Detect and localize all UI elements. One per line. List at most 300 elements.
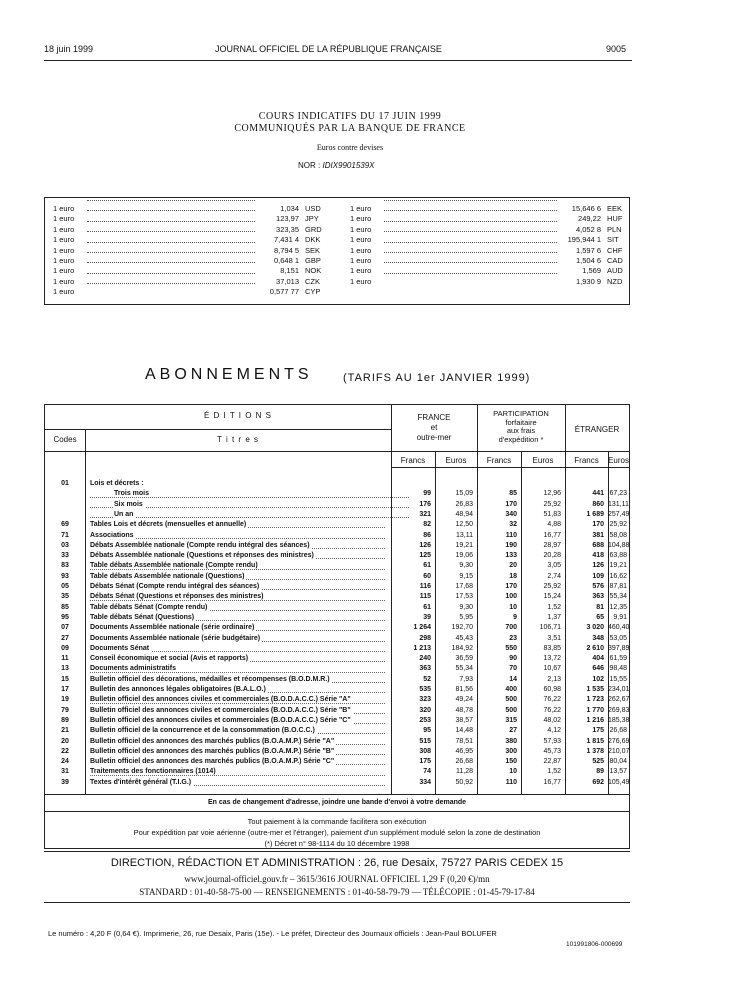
row-value: 125 xyxy=(419,552,431,560)
row-title: Bulletin officiel des annonces des marchés publics (B.O.A.M.P.) Série "A" xyxy=(90,737,335,745)
rate-value: 1,504 6 xyxy=(575,255,601,265)
table-row xyxy=(45,623,631,633)
row-value: 2,13 xyxy=(547,675,561,683)
row-value: 15,24 xyxy=(543,593,561,601)
rate-value: 8,151 xyxy=(280,266,299,276)
row-title: Lois et décrets : xyxy=(90,480,144,487)
row-value: 39 xyxy=(423,613,431,621)
row-value: 9 xyxy=(513,613,517,621)
row-value: 100 xyxy=(505,593,517,601)
row-value: 269,83 xyxy=(608,706,630,714)
rate-value: 1,597 6 xyxy=(575,245,601,255)
rate-label: 1 euro xyxy=(53,255,75,265)
row-title: Textes d'intérêt général (T.I.G.) xyxy=(90,778,192,786)
row-value: 26,68 xyxy=(455,758,473,766)
rate-value: 0,577 77 xyxy=(269,287,299,297)
row-value: 38,57 xyxy=(455,716,473,724)
row-value: 109 xyxy=(592,572,604,580)
row-value: 83,85 xyxy=(543,644,561,652)
table-row xyxy=(45,561,631,571)
rate-row xyxy=(350,225,625,235)
row-value: 27 xyxy=(509,727,517,735)
row-value: 23 xyxy=(509,634,517,642)
table-row xyxy=(45,716,631,726)
decret-note: (*) Décret n° 98-1114 du 10 décembre 1998 xyxy=(264,839,410,848)
row-value: 51,83 xyxy=(543,510,561,518)
rate-currency: PLN xyxy=(607,224,622,234)
row-value: 15,55 xyxy=(609,675,627,683)
rate-row xyxy=(53,266,323,276)
participation-euros: Euros xyxy=(532,456,554,465)
row-value: 95 xyxy=(423,727,431,735)
row-value: 87,81 xyxy=(609,583,627,590)
cours-title-2: COMMUNIQUÉS PAR LA BANQUE DE FRANCE xyxy=(234,123,466,134)
page-date: 18 juin 1999 xyxy=(44,44,94,54)
row-code: 20 xyxy=(61,737,69,745)
codes-header: Codes xyxy=(53,435,77,444)
rate-row xyxy=(350,235,625,245)
row-value: 1 216 xyxy=(586,716,604,724)
row-value: 61 xyxy=(423,562,431,570)
row-code: 11 xyxy=(61,655,69,663)
etranger-francs: Francs xyxy=(574,456,599,465)
row-value: 646 xyxy=(592,665,604,673)
row-code: 09 xyxy=(61,644,69,652)
row-value: 323 xyxy=(419,696,431,704)
rate-value: 7,431 4 xyxy=(273,235,299,245)
air-shipping-note: Pour expédition par voie aérienne (outre-mer et l'étranger), paiement d'un supplément modulé selon la zone de destination xyxy=(133,828,541,837)
rate-currency: DKK xyxy=(305,235,321,245)
row-value: 9,91 xyxy=(613,613,627,621)
rate-currency: GBP xyxy=(305,255,321,265)
row-value: 78,51 xyxy=(455,737,473,745)
editions-header: É D I T I O N S xyxy=(203,411,273,420)
row-value: 126 xyxy=(419,541,431,549)
contacts-line: STANDARD : 01-40-58-75-00 — RENSEIGNEMENTS : 01-40-58-79-79 — TÉLÉCOPIE : 01-45-79-17-84 xyxy=(139,887,535,897)
rate-value: 1,930 9 xyxy=(575,276,601,286)
row-value: 13,72 xyxy=(543,655,561,663)
row-value: 106,71 xyxy=(539,624,561,632)
row-value: 11,28 xyxy=(456,768,473,776)
table-row xyxy=(45,675,631,685)
row-value: 7,93 xyxy=(459,675,473,683)
rate-label: 1 euro xyxy=(53,266,75,276)
row-value: 63,88 xyxy=(609,552,627,560)
row-value: 363 xyxy=(592,593,604,601)
rate-value: 4,052 8 xyxy=(575,224,601,234)
rate-value: 37,013 xyxy=(276,276,299,286)
row-value: 334 xyxy=(419,778,431,786)
row-value: 20 xyxy=(509,562,517,570)
row-value: 380 xyxy=(505,737,517,745)
table-row xyxy=(45,479,631,489)
row-value: 700 xyxy=(505,624,517,632)
row-value: 115 xyxy=(419,593,431,601)
row-code: 13 xyxy=(61,665,69,673)
row-value: 300 xyxy=(505,747,517,755)
rate-row xyxy=(350,277,625,287)
row-value: 60,98 xyxy=(543,686,561,693)
row-title: Trois mois xyxy=(114,490,150,498)
rate-currency: CZK xyxy=(305,276,320,286)
row-code: 85 xyxy=(61,603,69,611)
row-value: 12,35 xyxy=(609,603,627,611)
row-code: 22 xyxy=(61,747,69,755)
row-value: 150 xyxy=(505,758,517,766)
row-value: 860 xyxy=(592,500,604,508)
table-row xyxy=(45,695,631,705)
row-value: 81,56 xyxy=(455,686,473,693)
row-value: 48,94 xyxy=(455,510,473,518)
row-value: 460,40 xyxy=(608,624,630,632)
row-value: 13,11 xyxy=(456,531,473,539)
row-code: 24 xyxy=(61,758,69,766)
row-value: 36,59 xyxy=(455,655,473,663)
row-value: 175 xyxy=(592,727,604,735)
rate-row xyxy=(53,277,323,287)
row-value: 102 xyxy=(592,675,604,683)
nor-line xyxy=(298,161,375,170)
row-value: 1,52 xyxy=(547,768,561,776)
row-value: 10 xyxy=(509,603,517,611)
nor-code: IDIX9901539X xyxy=(322,161,375,170)
direction-line: DIRECTION, RÉDACTION ET ADMINISTRATION : 26, rue Desaix, 75727 PARIS CEDEX 15 xyxy=(110,857,564,869)
rate-currency: CAD xyxy=(607,255,623,265)
table-row xyxy=(45,613,631,623)
row-code: 01 xyxy=(61,480,69,487)
row-value: 12,50 xyxy=(455,521,473,529)
row-title: Bulletin officiel des annonces des marchés publics (B.O.A.M.P.) Série "C" xyxy=(90,758,335,766)
row-code: 03 xyxy=(61,541,69,549)
row-value: 81 xyxy=(596,603,604,611)
cours-title-1: COURS INDICATIFS DU 17 JUIN 1999 xyxy=(258,111,442,122)
row-title: Un an xyxy=(114,510,134,518)
rate-currency: EEK xyxy=(607,204,623,213)
row-value: 500 xyxy=(505,696,517,704)
row-value: 70 xyxy=(509,665,517,673)
table-row xyxy=(45,654,631,664)
table-row xyxy=(45,541,631,551)
rate-currency: NOK xyxy=(305,266,322,276)
table-row xyxy=(45,664,631,674)
row-value: 48,78 xyxy=(455,706,473,714)
table-row xyxy=(45,685,631,695)
table-row xyxy=(45,572,631,582)
rate-row xyxy=(53,214,323,224)
row-value: 14,48 xyxy=(455,727,473,735)
rate-row xyxy=(350,214,625,224)
row-value: 131,11 xyxy=(608,500,629,508)
etranger-euros: Euros xyxy=(608,456,629,465)
row-value: 1,37 xyxy=(547,613,561,621)
header-rule xyxy=(44,60,632,61)
row-value: 61,59 xyxy=(609,655,627,663)
rate-row xyxy=(350,204,625,214)
row-value: 99 xyxy=(423,490,431,498)
row-value: 52 xyxy=(423,675,431,683)
france-euros: Euros xyxy=(445,456,467,465)
row-value: 320 xyxy=(419,706,431,714)
row-value: 176 xyxy=(419,500,431,508)
table-row xyxy=(45,747,631,757)
rate-value: 0,648 1 xyxy=(273,255,299,265)
row-value: 26,68 xyxy=(609,727,627,735)
row-value: 28,97 xyxy=(543,541,561,549)
row-value: 4,88 xyxy=(547,521,561,529)
row-value: 20,28 xyxy=(543,552,561,560)
row-value: 210,07 xyxy=(608,747,630,755)
row-code: 71 xyxy=(61,531,69,539)
rate-currency: CHF xyxy=(607,245,623,255)
row-value: 126 xyxy=(592,562,604,570)
row-value: 192,70 xyxy=(451,624,473,632)
row-value: 25,92 xyxy=(543,583,561,590)
titres-header: T i t r e s xyxy=(217,435,259,444)
row-value: 185,38 xyxy=(608,716,630,724)
row-title: Associations xyxy=(90,531,134,539)
table-row xyxy=(45,531,631,541)
rate-label: 1 euro xyxy=(350,266,372,276)
nor-label: NOR : xyxy=(298,161,321,170)
row-value: 262,67 xyxy=(608,696,630,704)
row-value: 400 xyxy=(505,686,517,693)
table-row xyxy=(45,510,631,520)
row-value: 76,22 xyxy=(543,696,561,704)
row-value: 340 xyxy=(505,510,517,518)
row-value: 57,93 xyxy=(543,737,561,745)
row-value: 418 xyxy=(592,552,604,560)
rate-value: 123,97 xyxy=(276,214,299,224)
rate-row xyxy=(350,256,625,266)
row-code: 33 xyxy=(61,552,69,560)
table-row xyxy=(45,500,631,510)
row-title: Documents Sénat xyxy=(90,644,150,652)
rate-label: 1 euro xyxy=(53,204,75,213)
table-row xyxy=(45,757,631,767)
table-row xyxy=(45,737,631,747)
row-code: 27 xyxy=(61,634,69,642)
rate-label: 1 euro xyxy=(350,204,372,213)
row-value: 240 xyxy=(419,655,431,663)
row-code: 05 xyxy=(61,583,69,590)
row-value: 82 xyxy=(423,521,431,529)
rate-currency: JPY xyxy=(305,214,319,224)
row-value: 175 xyxy=(419,758,431,766)
row-value: 1 770 xyxy=(586,706,604,714)
table-row xyxy=(45,644,631,654)
participation-header: PARTICIPATION forfaitaire aux frais d'expédition * xyxy=(493,409,549,444)
row-title: Conseil économique et social (Avis et rapports) xyxy=(90,655,249,663)
row-value: 535 xyxy=(419,686,431,693)
row-value: 85 xyxy=(509,490,517,498)
row-value: 80,04 xyxy=(609,758,627,766)
row-value: 45,43 xyxy=(455,634,473,642)
row-value: 257,49 xyxy=(608,510,630,518)
row-value: 13,57 xyxy=(609,768,627,776)
row-value: 110 xyxy=(505,778,517,786)
row-title: Débats Assemblée nationale (Questions et réponses des ministres) xyxy=(90,552,314,560)
row-code: 31 xyxy=(61,768,69,776)
row-value: 234,01 xyxy=(608,686,630,693)
row-value: 1 213 xyxy=(413,644,431,652)
row-value: 26,83 xyxy=(455,500,473,508)
row-value: 315 xyxy=(505,716,517,724)
table-row xyxy=(45,582,631,592)
table-row xyxy=(45,706,631,716)
row-value: 90 xyxy=(509,655,517,663)
row-code: 15 xyxy=(61,675,69,683)
row-title: Documents Assemblée nationale (série ordinaire) xyxy=(90,624,255,632)
row-code: 17 xyxy=(61,686,69,693)
row-value: 550 xyxy=(505,644,517,652)
row-value: 404 xyxy=(592,655,604,663)
row-value: 105,49 xyxy=(608,778,630,786)
rate-row xyxy=(53,225,323,235)
row-title: Bulletin des annonces légales obligatoires (B.A.L.O.) xyxy=(90,686,266,693)
rate-value: 195,944 1 xyxy=(567,235,601,245)
row-value: 98,48 xyxy=(609,665,627,673)
row-value: 500 xyxy=(505,706,517,714)
row-value: 525 xyxy=(592,758,604,766)
row-value: 32 xyxy=(509,521,517,529)
rate-label: 1 euro xyxy=(53,276,75,286)
row-value: 321 xyxy=(419,510,431,518)
table-row xyxy=(45,520,631,530)
table-row xyxy=(45,767,631,777)
row-value: 25,92 xyxy=(543,500,561,508)
row-value: 1 723 xyxy=(586,696,604,704)
rate-label: 1 euro xyxy=(53,224,75,234)
row-value: 3 020 xyxy=(586,624,604,632)
footer-ref: 101991806-000699 xyxy=(566,941,623,948)
table-row xyxy=(45,634,631,644)
rate-value: 323,35 xyxy=(276,224,299,234)
rate-row xyxy=(350,266,625,276)
rate-label: 1 euro xyxy=(350,255,372,265)
row-value: 10,67 xyxy=(543,665,561,673)
journal-title: JOURNAL OFFICIEL DE LA RÉPUBLIQUE FRANÇAISE xyxy=(215,44,442,54)
row-title: Table débats Sénat (Compte rendu) xyxy=(90,603,208,611)
row-title: Six mois xyxy=(114,500,143,508)
row-code: 35 xyxy=(61,593,69,601)
row-value: 170 xyxy=(592,521,604,529)
row-value: 692 xyxy=(592,778,604,786)
row-value: 1 689 xyxy=(586,510,604,518)
row-value: 9,30 xyxy=(459,603,473,611)
row-value: 576 xyxy=(592,583,604,590)
row-value: 2 610 xyxy=(586,644,604,652)
rates-table xyxy=(44,197,630,305)
row-value: 55,34 xyxy=(609,593,627,601)
tarifs-date: (TARIFS AU 1er JANVIER 1999) xyxy=(343,372,531,384)
row-value: 10 xyxy=(509,768,517,776)
row-value: 74 xyxy=(423,768,431,776)
france-francs: Francs xyxy=(400,456,426,465)
payment-note: Tout paiement à la commande facilitera son exécution xyxy=(247,817,427,826)
rate-label: 1 euro xyxy=(53,287,75,297)
row-title: Bulletin officiel des annonces civiles et commerciales (B.O.D.A.C.C.) Série "A" xyxy=(90,696,351,704)
row-value: 65 xyxy=(596,613,604,621)
row-value: 5,95 xyxy=(459,613,473,621)
row-value: 9,30 xyxy=(459,562,473,570)
row-value: 184,92 xyxy=(451,644,473,652)
direction-top-rule xyxy=(44,851,630,852)
rate-value: 8,794 5 xyxy=(273,245,299,255)
abonnements-title: ABONNEMENTS xyxy=(145,366,313,383)
rate-row xyxy=(53,256,323,266)
participation-francs: Francs xyxy=(486,456,512,465)
row-value: 19,21 xyxy=(609,562,627,570)
rate-value: 1,034 xyxy=(280,204,299,213)
row-value: 1 378 xyxy=(586,747,604,755)
row-value: 381 xyxy=(592,531,604,539)
row-code: 39 xyxy=(61,778,69,786)
row-value: 348 xyxy=(592,634,604,642)
address-change-note: En cas de changement d'adresse, joindre une bande d'envoi à votre demande xyxy=(207,799,467,806)
page-number: 9005 xyxy=(606,44,627,54)
rate-label: 1 euro xyxy=(350,224,372,234)
row-value: 2,74 xyxy=(547,572,561,580)
row-code: 79 xyxy=(61,706,69,714)
direction-bottom-rule xyxy=(44,902,630,903)
row-title: Table débats Sénat (Questions) xyxy=(90,613,195,621)
row-value: 190 xyxy=(505,541,517,549)
row-value: 363 xyxy=(419,665,431,673)
row-value: 18 xyxy=(509,572,517,580)
table-row xyxy=(45,726,631,736)
row-value: 49,24 xyxy=(455,696,473,704)
rate-value: 15,646 6 xyxy=(571,204,601,213)
rate-currency: NZD xyxy=(607,276,623,286)
row-code: 07 xyxy=(61,624,69,632)
row-value: 441 xyxy=(592,490,604,498)
row-value: 14 xyxy=(509,675,517,683)
row-value: 50,92 xyxy=(455,778,473,786)
row-value: 46,95 xyxy=(455,747,473,755)
row-value: 12,96 xyxy=(543,490,561,498)
row-value: 170 xyxy=(505,500,517,508)
row-title: Débats Sénat (Compte rendu intégral des séances) xyxy=(90,583,260,590)
rate-row xyxy=(53,204,323,214)
table-row xyxy=(45,551,631,561)
row-title: Débats Assemblée nationale (Compte rendu intégral des séances) xyxy=(90,541,310,549)
row-value: 170 xyxy=(505,583,517,590)
rate-label: 1 euro xyxy=(53,245,75,255)
row-value: 25,92 xyxy=(609,521,627,529)
row-title: Traitements des fonctionnaires (1014) xyxy=(90,768,216,776)
row-title: Bulletin officiel des annonces des marchés publics (B.O.A.M.P.) Série "B" xyxy=(90,747,335,755)
row-title: Documents Assemblée nationale (série budgétaire) xyxy=(90,634,261,642)
rates-left-column xyxy=(53,204,323,298)
row-value: 16,77 xyxy=(543,531,561,539)
rate-value: 249,22 xyxy=(578,214,601,224)
row-value: 53,05 xyxy=(609,634,627,642)
row-value: 45,73 xyxy=(543,747,561,755)
row-title: Tables Lois et décrets (mensuelles et annuelle) xyxy=(90,521,247,529)
row-value: 116 xyxy=(419,583,431,590)
row-value: 17,68 xyxy=(455,583,473,590)
row-value: 15,09 xyxy=(455,490,473,498)
table-row xyxy=(45,603,631,613)
etranger-header: ÉTRANGER xyxy=(574,425,620,434)
rate-label: 1 euro xyxy=(350,235,372,245)
row-value: 110 xyxy=(505,531,517,539)
row-value: 515 xyxy=(419,737,431,745)
rate-row xyxy=(53,235,323,245)
row-value: 19,21 xyxy=(455,541,473,549)
row-value: 3,51 xyxy=(547,634,561,642)
row-value: 17,53 xyxy=(455,593,473,601)
